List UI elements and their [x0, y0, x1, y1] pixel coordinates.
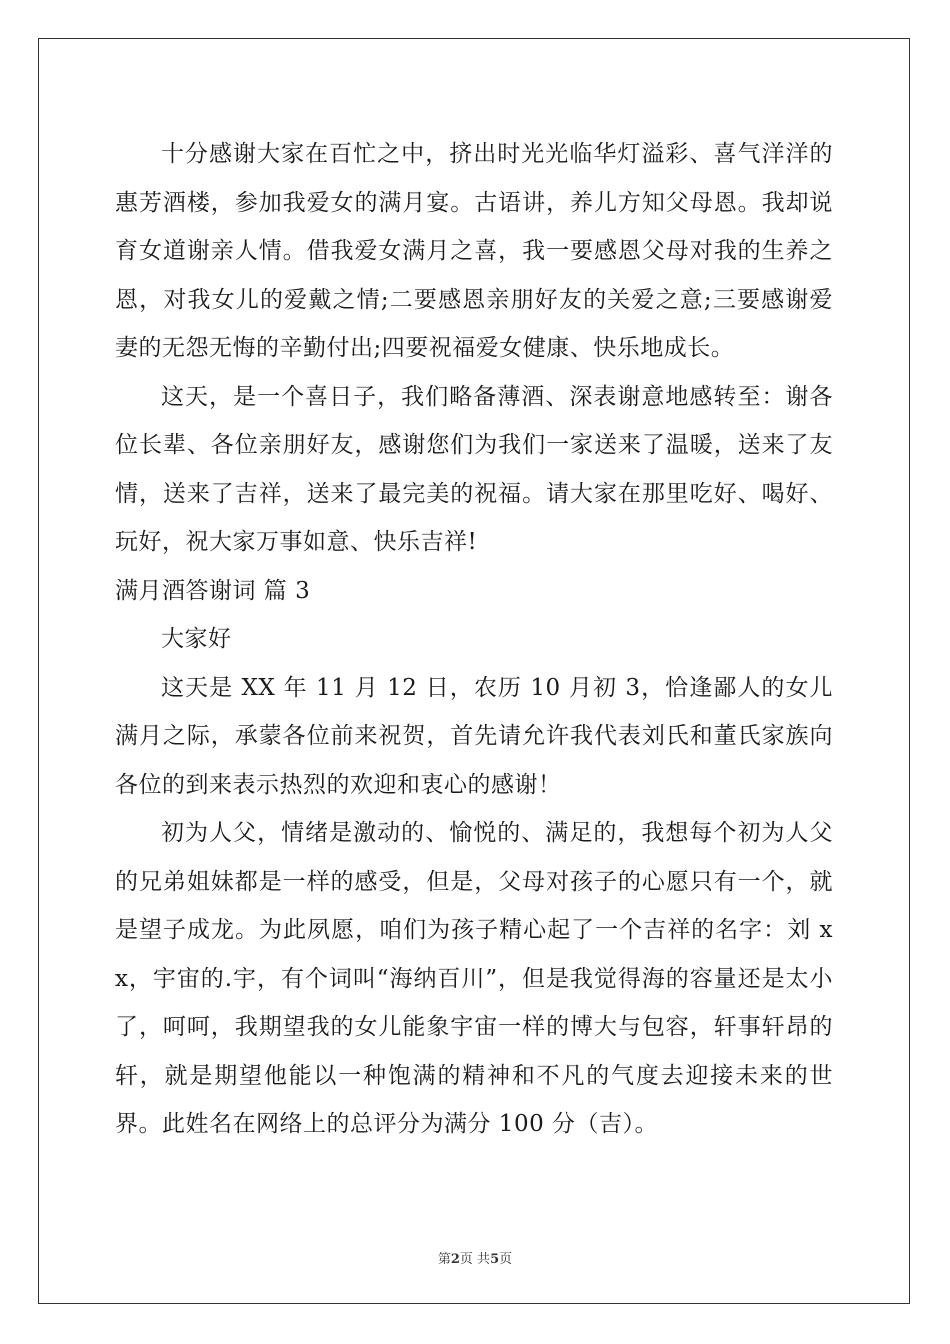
footer-suffix: 页	[499, 1252, 513, 1267]
paragraph-4: 初为人父，情绪是激动的、愉悦的、满足的，我想每个初为人父的兄弟姐妹都是一样的感受，但是，父母对孩子的心愿只有一个，就是望子成龙。为此夙愿，咱们为孩子精心起了一个吉祥的名字：刘 xx，宇宙的.宇，有个词叫“海纳百川”，但是我觉得海的容量还是太小了，呵呵，我期望我的女儿能象宇宙一样的博大与包容，轩事轩昂的轩，就是期望他能以一种饱满的精神和不凡的气度去迎接未来的世界。此姓名在网络上的总评分为满分 100 分（吉）。	[115, 820, 833, 1137]
footer-total-pages: 5	[490, 1252, 500, 1267]
page-number-footer	[0, 1248, 950, 1267]
footer-prefix: 第	[437, 1252, 451, 1267]
paragraph-1: 十分感谢大家在百忙之中，挤出时光光临华灯溢彩、喜气洋洋的惠芳酒楼，参加我爱女的满月宴。古语讲，养儿方知父母恩。我却说育女道谢亲人情。借我爱女满月之喜，我一要感恩父母对我的生养之恩，对我女儿的爱戴之情;二要感恩亲朋好友的关爱之意;三要感谢爱妻的无怨无悔的辛勤付出;四要祝福爱女健康、快乐地成长。	[115, 141, 833, 361]
greeting: 大家好	[161, 626, 232, 652]
paragraph-2: 这天，是一个喜日子，我们略备薄酒、深表谢意地感转至：谢各位长辈、各位亲朋好友，感谢您们为我们一家送来了温暖，送来了友情，送来了吉祥，送来了最完美的祝福。请大家在那里吃好、喝好、玩好，祝大家万事如意、快乐吉祥!	[115, 383, 833, 555]
footer-middle: 页 共	[459, 1252, 491, 1267]
paragraph-3: 这天是 XX 年 11 月 12 日，农历 10 月初 3，恰逢鄙人的女儿满月之际，承蒙各位前来祝贺，首先请允许我代表刘氏和董氏家族向各位的到来表示热烈的欢迎和衷心的感谢！	[115, 674, 833, 798]
footer-current-page: 2	[450, 1252, 460, 1267]
section-heading: 满月酒答谢词 篇 3	[115, 577, 311, 604]
document-body	[115, 130, 833, 1149]
